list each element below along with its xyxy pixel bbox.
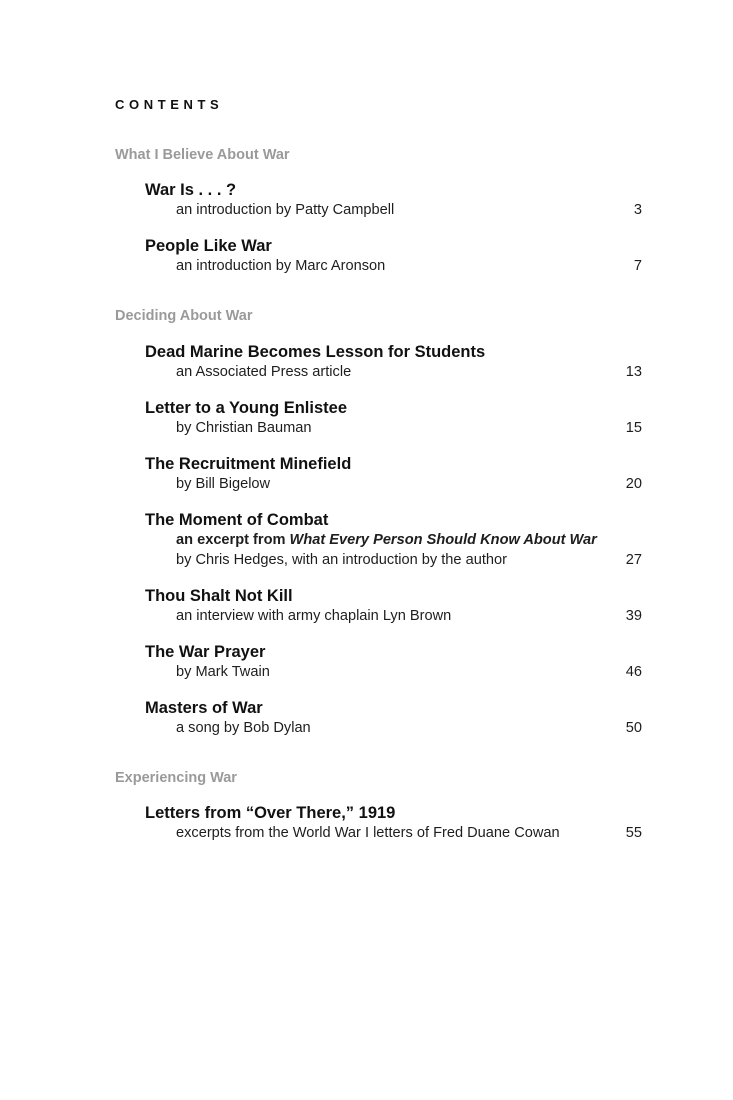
entry-title[interactable]: People Like War — [145, 237, 272, 255]
contents-title: CONTENTS — [115, 97, 224, 112]
entry-excerpt-line — [145, 530, 642, 550]
entry-byline — [145, 474, 642, 494]
page-number: 46 — [625, 664, 642, 680]
page-number: 20 — [625, 476, 642, 492]
entry-byline — [145, 362, 642, 382]
entry-byline — [145, 550, 642, 570]
excerpt-prefix: an excerpt from — [176, 532, 290, 548]
page-number: 13 — [625, 364, 642, 380]
entry-byline — [145, 606, 642, 626]
entry-byline — [145, 823, 642, 843]
toc-entry-people-like-war[interactable] — [145, 236, 642, 276]
byline-text: by Mark Twain — [176, 664, 270, 680]
toc-entry-war-prayer[interactable] — [145, 642, 642, 682]
entry-title[interactable]: Dead Marine Becomes Lesson for Students — [145, 343, 486, 361]
toc-entry-war-is[interactable] — [145, 180, 642, 220]
byline-text: a song by Bob Dylan — [176, 720, 311, 736]
byline-text: an interview with army chaplain Lyn Brown — [176, 608, 452, 624]
toc-entry-letters-over-there[interactable] — [145, 803, 642, 843]
toc-entry-recruitment-minefield[interactable] — [145, 454, 642, 494]
byline-text: by Christian Bauman — [176, 420, 312, 436]
entry-title[interactable]: The War Prayer — [145, 643, 266, 661]
page-number: 39 — [625, 608, 642, 624]
entry-byline — [145, 256, 642, 276]
byline-text: by Bill Bigelow — [176, 476, 271, 492]
page-number: 3 — [633, 202, 642, 218]
toc-entry-dead-marine[interactable] — [145, 342, 642, 382]
page-number: 27 — [625, 552, 642, 568]
section-heading-deciding-about-war: Deciding About War — [115, 308, 253, 324]
entry-title[interactable]: The Moment of Combat — [145, 511, 329, 529]
byline-text: an Associated Press article — [176, 364, 352, 380]
entry-title[interactable]: Letter to a Young Enlistee — [145, 399, 348, 417]
entry-title[interactable]: Letters from “Over There,” 1919 — [145, 804, 396, 822]
toc-entry-letter-young-enlistee[interactable] — [145, 398, 642, 438]
entry-title[interactable]: War Is . . . ? — [145, 181, 237, 199]
byline-text: by Chris Hedges, with an introduction by the author — [176, 552, 507, 568]
toc-entry-moment-of-combat[interactable] — [145, 510, 642, 570]
entry-title[interactable]: The Recruitment Minefield — [145, 455, 352, 473]
byline-text: an introduction by Patty Campbell — [176, 202, 395, 218]
toc-entry-thou-shalt-not-kill[interactable] — [145, 586, 642, 626]
entry-byline — [145, 418, 642, 438]
page-number: 7 — [633, 258, 642, 274]
entry-byline — [145, 200, 642, 220]
entry-title[interactable]: Masters of War — [145, 699, 263, 717]
page-number: 15 — [625, 420, 642, 436]
excerpt-source: What Every Person Should Know About War — [289, 532, 597, 548]
byline-text: an introduction by Marc Aronson — [176, 258, 386, 274]
page-number: 55 — [625, 825, 642, 841]
byline-text: excerpts from the World War I letters of Fred Duane Cowan — [176, 825, 560, 841]
section-heading-what-i-believe: What I Believe About War — [115, 147, 290, 163]
entry-title[interactable]: Thou Shalt Not Kill — [145, 587, 293, 605]
page-number: 50 — [625, 720, 642, 736]
section-heading-experiencing-war: Experiencing War — [115, 770, 237, 786]
entry-byline — [145, 662, 642, 682]
toc-entry-masters-of-war[interactable] — [145, 698, 642, 738]
entry-byline — [145, 718, 642, 738]
